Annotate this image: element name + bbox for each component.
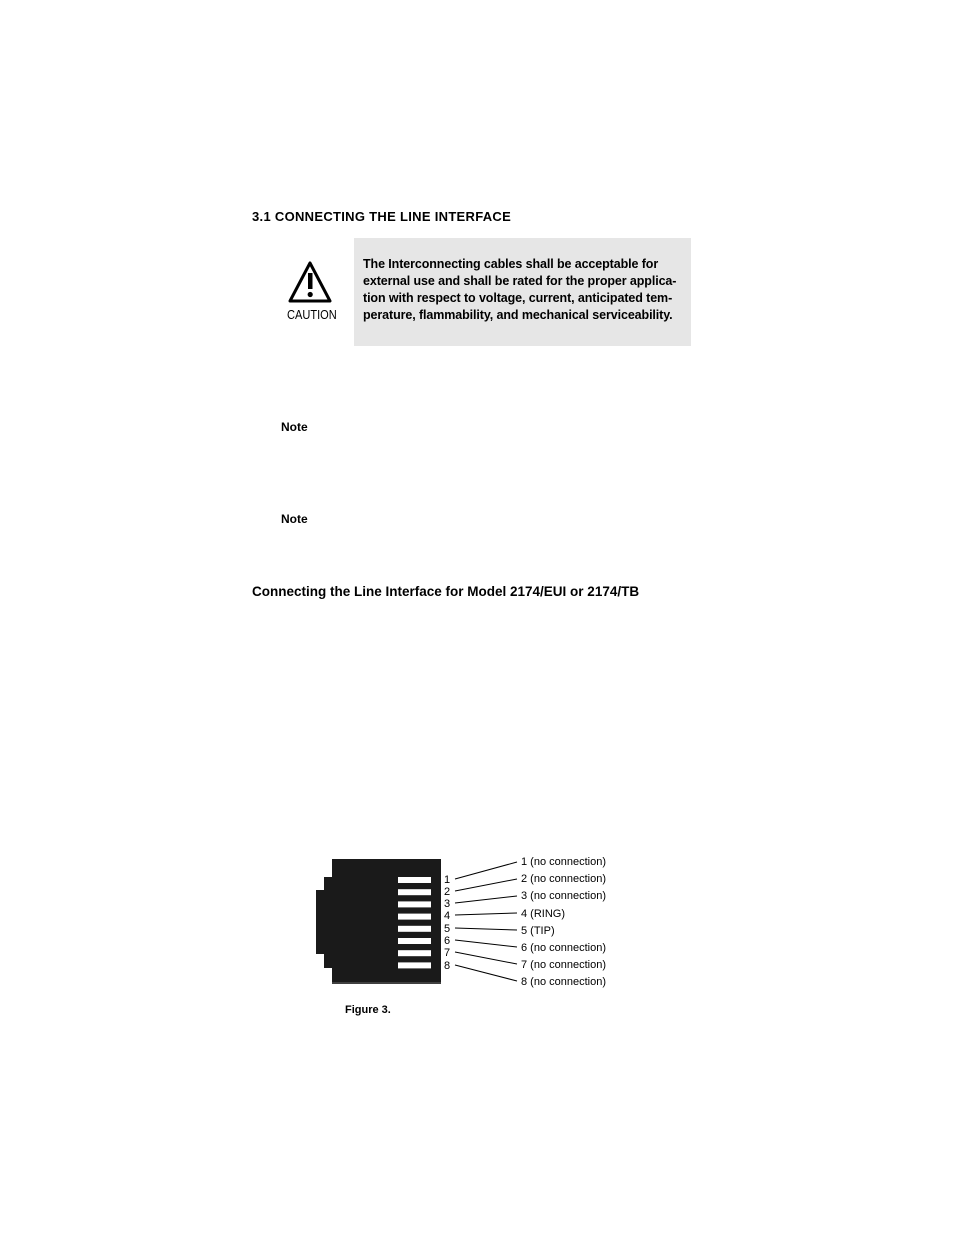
leader-line [455, 928, 517, 930]
pin-number: 6 [444, 935, 451, 947]
leader-line [455, 862, 517, 879]
pin-number: 5 [444, 923, 451, 935]
pin-label: 4 (RING) [521, 908, 565, 920]
leader-line [455, 913, 517, 915]
contact-slot [398, 950, 431, 956]
contact-slot [398, 877, 431, 883]
caution-text [363, 256, 683, 324]
figure-caption: Figure 3. [345, 1004, 391, 1016]
contact-slot [398, 889, 431, 895]
pin-label: 1 (no connection) [521, 856, 606, 868]
caution-line: perature, flammability, and mechanical serviceability. [363, 308, 673, 322]
leader-line [455, 940, 517, 947]
leader-line [455, 896, 517, 903]
pin-label: 8 (no connection) [521, 976, 606, 988]
caution-line: The Interconnecting cables shall be acceptable for [363, 257, 659, 271]
subheading: Connecting the Line Interface for Model 2174/EUI or 2174/TB [252, 584, 640, 599]
contact-slot [398, 938, 431, 944]
pin-label: 5 (TIP) [521, 925, 555, 937]
pin-number: 2 [444, 886, 451, 898]
contact-slot [398, 914, 431, 920]
contact-slot [398, 926, 431, 932]
pin-number: 1 [444, 874, 451, 886]
rj45-pinout-diagram [310, 850, 630, 1000]
note-label: Note [281, 420, 308, 434]
pin-number: 3 [444, 898, 451, 910]
leader-line [455, 879, 517, 891]
section-title: 3.1 CONNECTING THE LINE INTERFACE [252, 209, 512, 224]
leader-line [455, 965, 517, 981]
pin-label: 3 (no connection) [521, 890, 606, 902]
pin-label: 6 (no connection) [521, 942, 606, 954]
contact-slot [398, 901, 431, 907]
pin-label: 2 (no connection) [521, 873, 606, 885]
caution-label: CAUTION [287, 307, 337, 322]
note-label: Note [281, 512, 308, 526]
contact-slot [398, 962, 431, 968]
pin-number: 4 [444, 910, 451, 922]
caution-line: tion with respect to voltage, current, anticipated tem- [363, 291, 673, 305]
pin-label: 7 (no connection) [521, 959, 606, 971]
leader-line [455, 952, 517, 964]
caution-line: external use and shall be rated for the proper applica- [363, 274, 677, 288]
pin-number: 8 [444, 960, 451, 972]
pin-number: 7 [444, 947, 451, 959]
